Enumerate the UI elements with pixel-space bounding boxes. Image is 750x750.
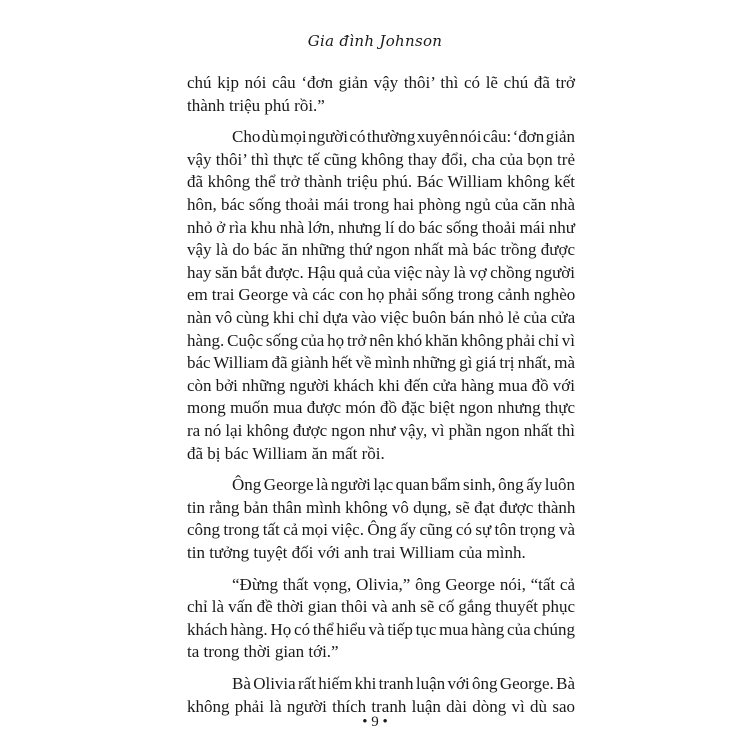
text-line: Cho dù mọi người có thường xuyên nói câu: ‘đơn giản: [232, 127, 575, 147]
text-line: Ông George là người lạc quan bẩm sinh, ông ấy luôn: [232, 475, 575, 495]
text-line: vậy thôi’ thì thực tế cũng không thay đổi, cha của bọn trẻ: [187, 149, 575, 169]
text-line: không phải là người thích tranh luận dài dòng vì dù sao: [187, 696, 575, 716]
text-line: vậy là do bác ăn những thứ ngon nhất mà bác trồng được: [187, 240, 575, 260]
text-line: ta trong thời gian tới.”: [187, 642, 339, 662]
text-line: tin rằng bản thân mình không vô dụng, sẽ đạt được thành: [187, 497, 576, 517]
text-line: nàn vô cùng khi chỉ dựa vào việc buôn bán nhỏ lẻ của cửa: [187, 308, 576, 327]
text-line: hay săn bắt được. Hậu quả của việc này là vợ chồng người: [187, 262, 575, 282]
running-header-title: Gia đình Johnson: [307, 32, 443, 50]
text-line: đã không thể trở thành triệu phú. Bác William không kết: [187, 172, 575, 192]
text-line: chú kịp nói câu ‘đơn giản vậy thôi’ thì có lẽ chú đã trở: [187, 73, 575, 92]
text-line: Bà Olivia rất hiếm khi tranh luận với ông George. Bà: [232, 674, 575, 693]
text-line: ra nó lại không được ngon như vậy, vì phần ngon nhất thì: [187, 421, 575, 440]
text-line: chỉ là vấn đề thời gian thôi và anh sẽ cố gắng thuyết phục: [187, 597, 575, 617]
text-line: đã bị bác William ăn mất rồi.: [187, 443, 385, 463]
page-body-text: [187, 0, 575, 750]
text-line: nhỏ ở rìa khu nhà lớn, nhưng lí do bác sống thoải mái như: [187, 217, 575, 237]
text-line: mong muốn mua được món đồ đặc biệt ngon nhưng thực: [187, 398, 575, 418]
text-line: tin tưởng tuyệt đối với anh trai William của mình.: [187, 543, 526, 562]
text-line: hàng. Cuộc sống của họ trở nên khó khăn không phải chỉ vì: [187, 330, 575, 350]
text-line: hôn, bác sống thoải mái trong hai phòng ngủ của căn nhà: [187, 195, 576, 214]
text-line: em trai George và các con họ phải sống trong cảnh nghèo: [187, 285, 576, 305]
text-line: thành triệu phú rồi.”: [187, 95, 325, 115]
text-line: bác William đã giành hết về mình những gì giá trị nhất, mà: [187, 353, 575, 373]
text-line: còn bởi những người khách khi đến cửa hàng mua đồ với: [187, 375, 575, 395]
page-number: • 9 •: [362, 714, 388, 730]
text-line: công trong tất cả mọi việc. Ông ấy cũng có sự tôn trọng và: [187, 520, 575, 540]
text-line: khách hàng. Họ có thể hiểu và tiếp tục mua hàng của chúng: [187, 619, 575, 639]
text-line: “Đừng thất vọng, Olivia,” ông George nói, “tất cả: [232, 574, 575, 594]
